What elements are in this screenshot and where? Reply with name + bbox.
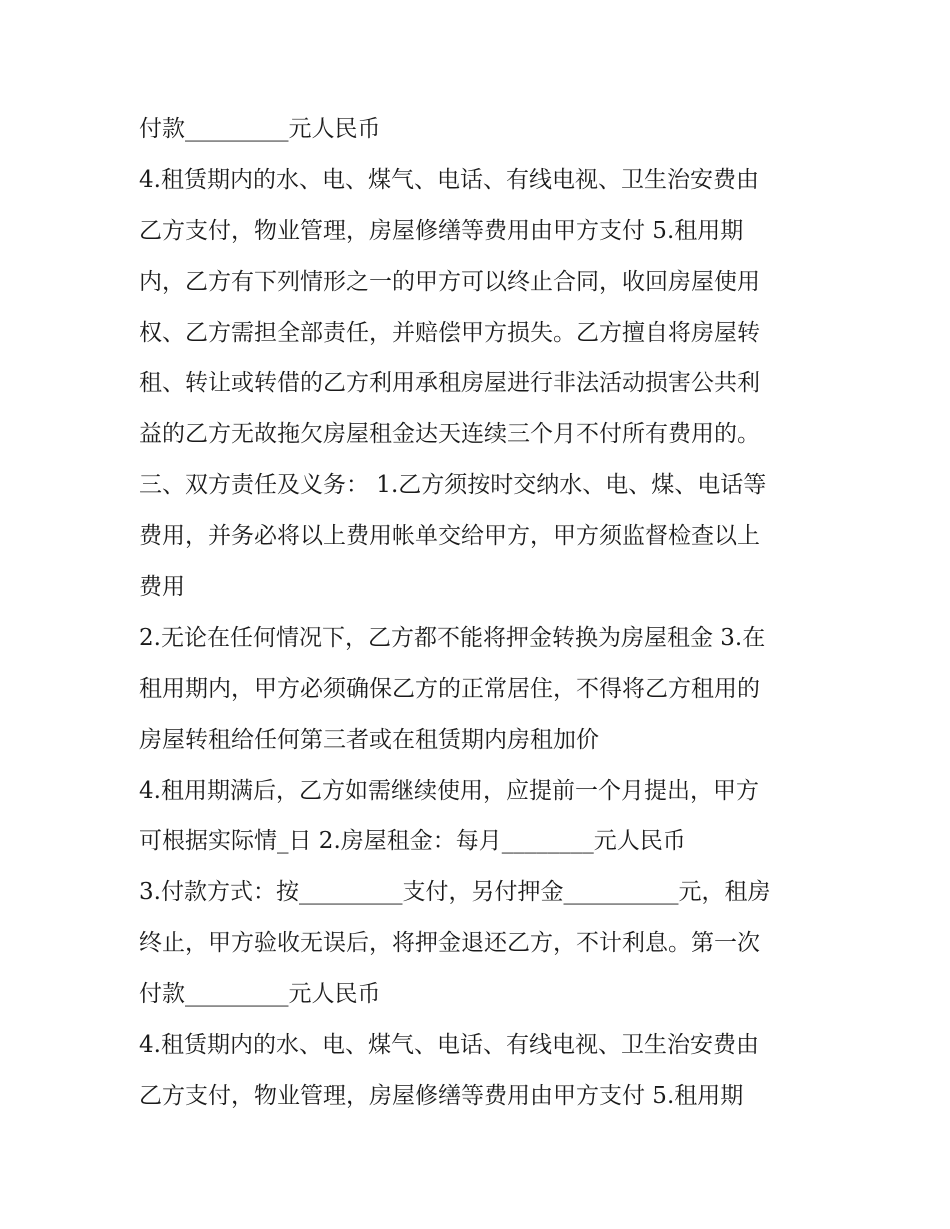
text-line: 付款_________元人民币	[139, 981, 381, 1008]
text-line: 可根据实际情_日 2.房屋租金：每月________元人民币	[139, 828, 686, 855]
text-line: 4.租用期满后，乙方如需继续使用，应提前一个月提出，甲方	[139, 777, 759, 804]
text-line: 终止，甲方验收无误后，将押金退还乙方，不计利息。第一次	[139, 930, 760, 957]
text-line: 乙方支付，物业管理，房屋修缮等费用由甲方支付 5.租用期	[139, 1082, 744, 1109]
text-line: 房屋转租给任何第三者或在租赁期内房租加价	[139, 726, 599, 753]
text-line: 租用期内，甲方必须确保乙方的正常居住，不得将乙方租用的	[139, 675, 760, 702]
document-body	[139, 109, 829, 1127]
text-line: 费用	[139, 574, 185, 601]
text-line: 权、乙方需担全部责任，并赔偿甲方损失。乙方擅自将房屋转	[139, 319, 760, 346]
text-line: 费用，并务必将以上费用帐单交给甲方，甲方须监督检查以上	[139, 523, 760, 550]
text-line: 三、双方责任及义务： 1.乙方须按时交纳水、电、煤、电话等	[139, 472, 767, 499]
text-line: 内，乙方有下列情形之一的甲方可以终止合同，收回房屋使用	[139, 268, 760, 295]
text-line: 4.租赁期内的水、电、煤气、电话、有线电视、卫生治安费由	[139, 1032, 759, 1059]
text-line: 租、转让或转借的乙方利用承租房屋进行非法活动损害公共利	[139, 370, 760, 397]
text-line: 付款_________元人民币	[139, 116, 381, 142]
text-line: 3.付款方式：按_________支付，另付押金__________元，租房	[139, 879, 771, 906]
text-line: 4.租赁期内的水、电、煤气、电话、有线电视、卫生治安费由	[139, 166, 759, 193]
text-line: 乙方支付，物业管理，房屋修缮等费用由甲方支付 5.租用期	[139, 217, 744, 244]
text-line: 益的乙方无故拖欠房屋租金达天连续三个月不付所有费用的。	[139, 421, 760, 448]
text-line: 2.无论在任何情况下，乙方都不能将押金转换为房屋租金 3.在	[139, 624, 766, 651]
